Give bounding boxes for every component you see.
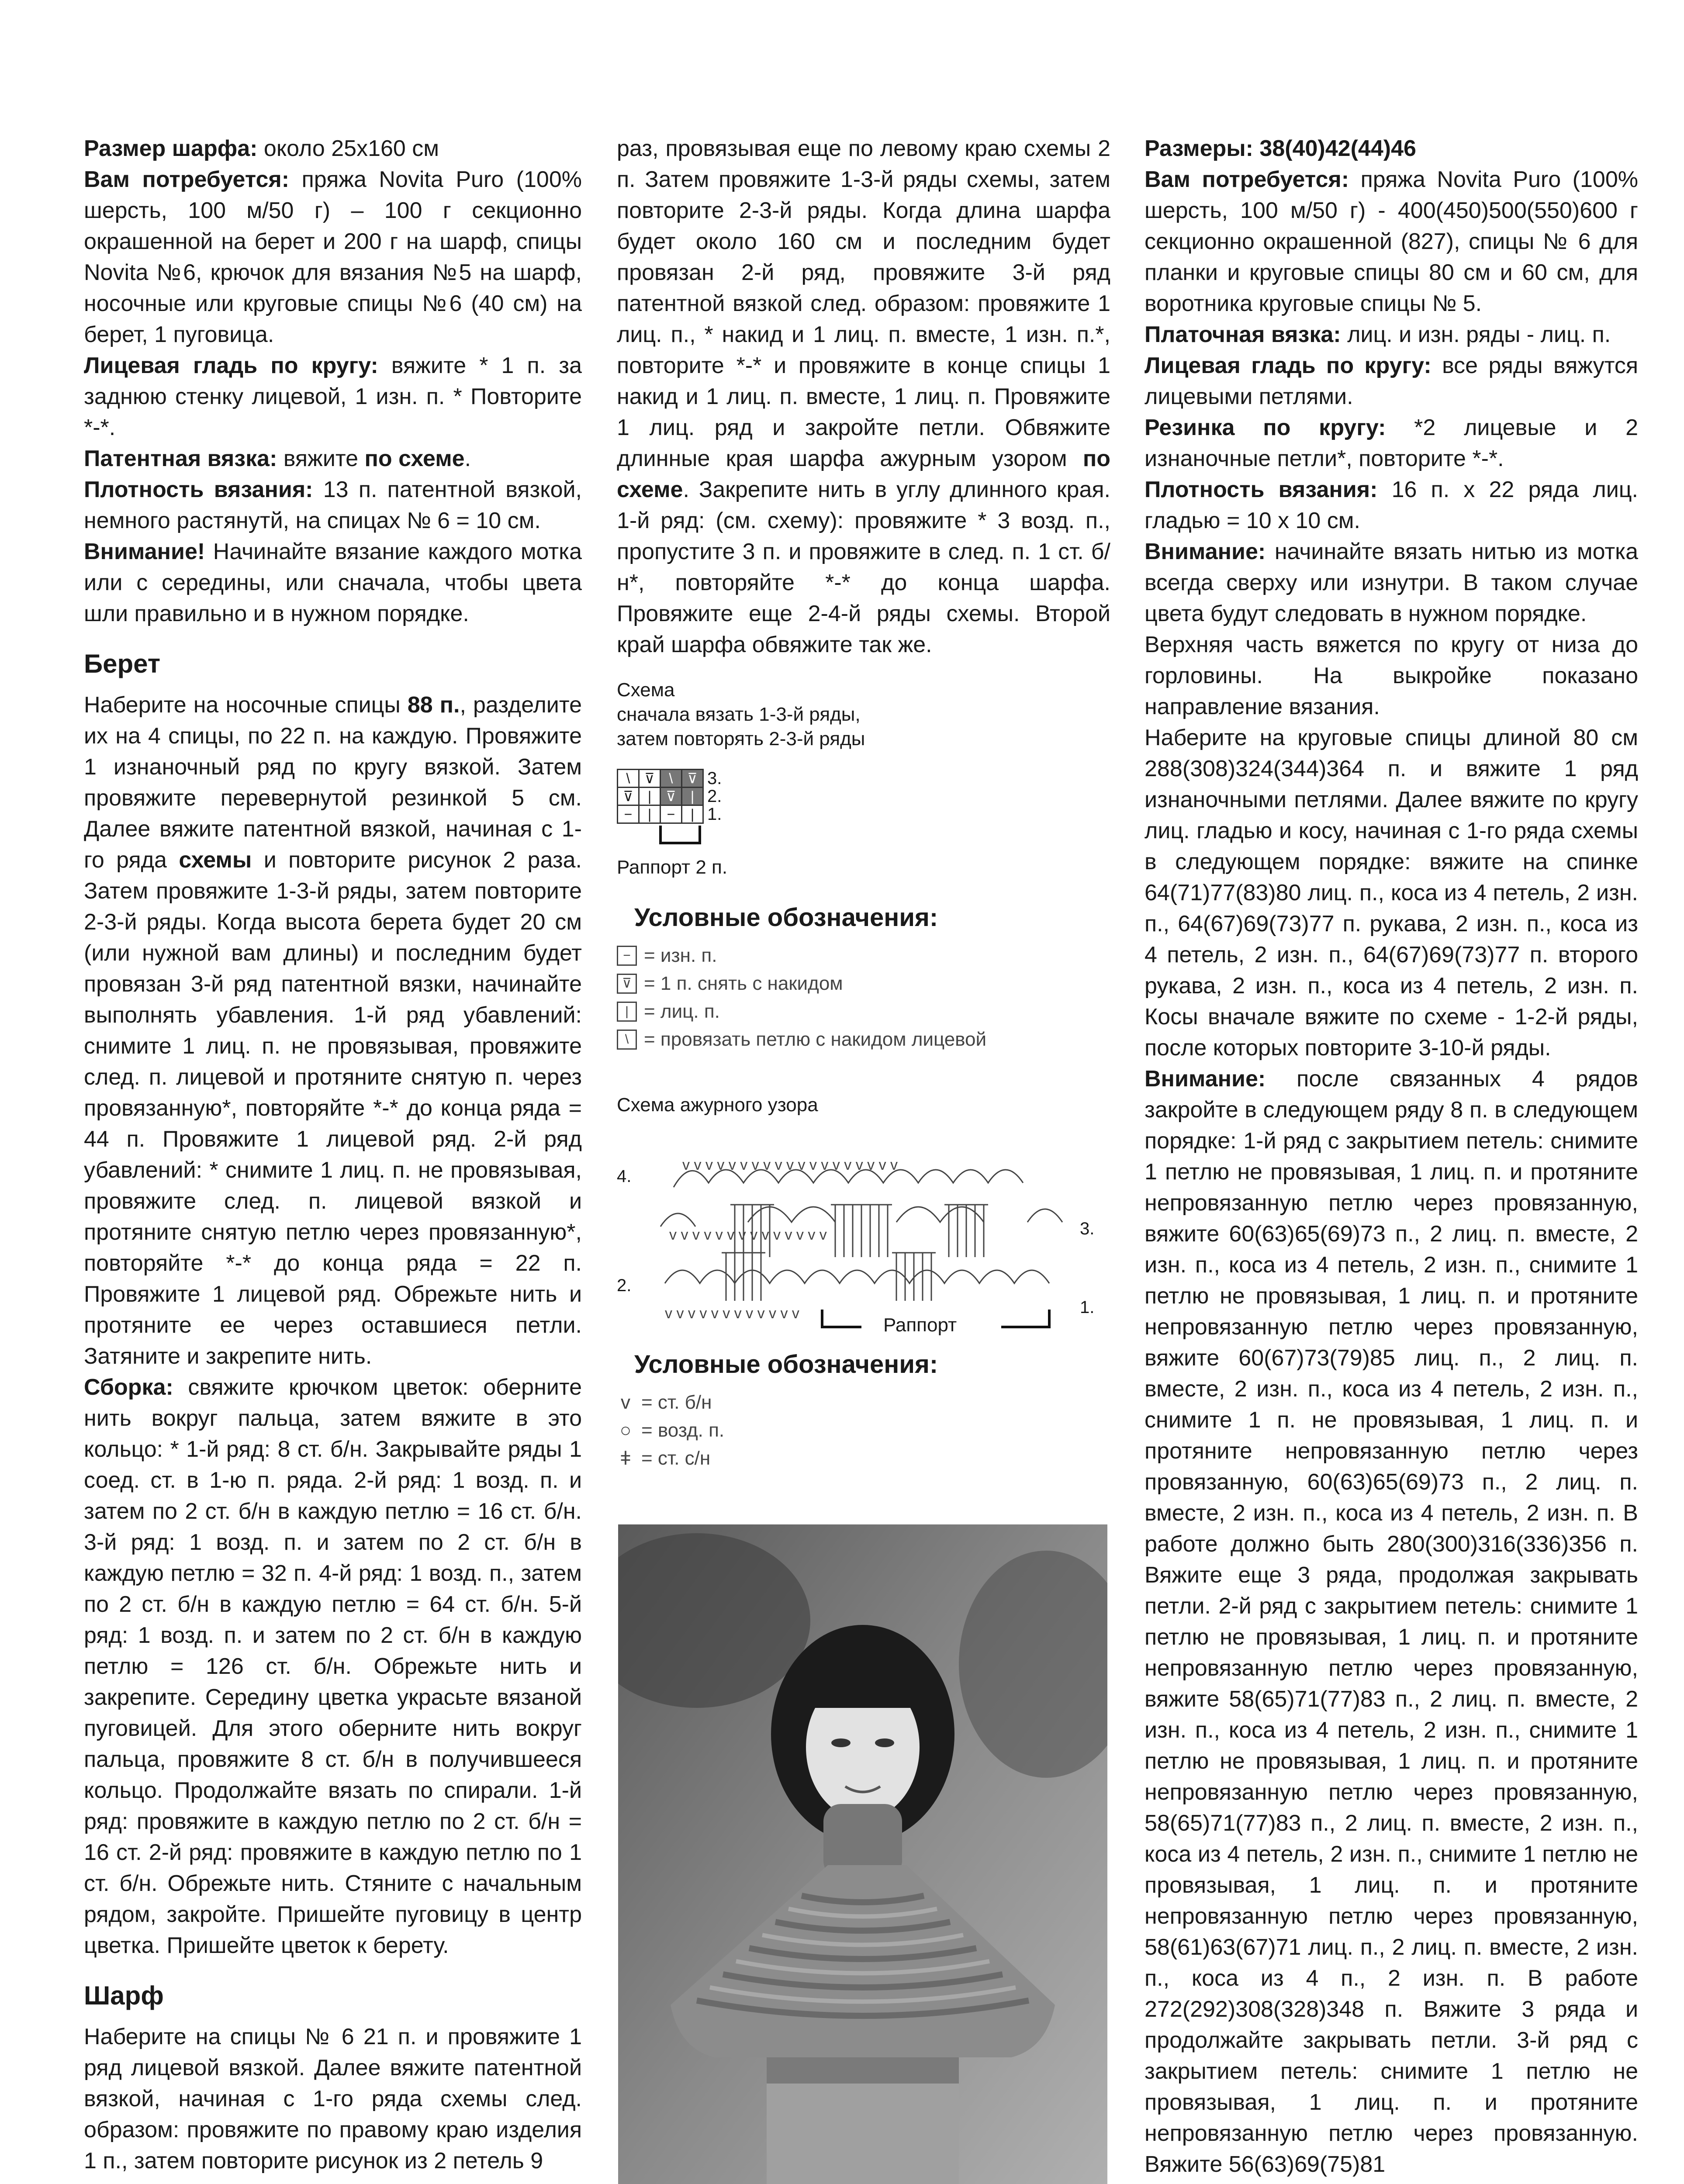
row-number: 3. [707,768,722,788]
single-crochet-icon: v [621,1392,630,1413]
legend-text: = 1 п. снять с накидом [644,973,843,994]
patent-stitch [84,443,582,474]
chain-stitch-icon: ○ [619,1420,632,1441]
legend-item [617,998,1110,1026]
chart-cell: \ [618,770,639,788]
text: лиц. и изн. ряды - лиц. п. [1341,322,1611,347]
chart-cell: | [682,788,703,805]
top-part: Верхняя часть вяжется по кругу от низа до горловины. На выкройке показано направление вязания. [1145,632,1638,719]
materials [84,164,582,350]
bold-text: по схеме [617,446,1110,502]
label: Размеры: 38(40)42(44)46 [1145,136,1416,161]
legend-text: = лиц. п. [644,1001,720,1022]
text: пряжа Novita Puro (100% шерсть, 100 м/50 г) – 100 г секционно окрашенной на берет и 200 г на шарф, спицы Novita №6, крючок для вязания №5 на шарф, носочные или круговые спицы №6 (40 см) на берет, 1 пуговица. [84,167,582,347]
text: Наберите на носочные спицы [84,692,408,718]
gauge [84,474,582,536]
knit-symbol-icon: | [617,1002,637,1022]
label: Платочная вязка: [1145,322,1341,347]
materials [1145,164,1638,319]
scarf-continued [617,133,1110,660]
column-middle [617,133,1110,1472]
text: раз, провязывая еще по левому краю схемы 2 п. Затем провяжите 1-3-й ряды схемы, затем повторите 2-3-й ряды. Когда длина шарфа будет около 160 см и последним будет провязан 2-й ряд, провяжите 3-й ряд патентной вязкой след. образом: провяжите 1 лиц. п., * накид и 1 лиц. п. вместе, 1 изн. п.*, повторите *-* и провяжите в конце спицы 1 накид и 1 лиц. п. вместе, 1 лиц. п. Провяжите 1 лиц. ряд и закройте петли. Обвяжите длинные края шарфа ажурным узором [617,136,1110,471]
lace-row-number: 3. [1080,1219,1095,1238]
heading-scarf: Шарф [84,1981,164,2010]
stockinette-round [1145,350,1638,412]
svg-text:v v v v v v v v: v v v v v v v v v v v v [665,1305,799,1322]
slip-yarn-over-icon: ⊽ [617,974,637,994]
label: Внимание: [1145,1066,1266,1092]
legend-item [617,1026,1110,1054]
label: Внимание! [84,539,205,564]
label: Внимание: [1145,539,1266,564]
text: все ряды вяжутся лицевыми петлями. [1145,353,1638,409]
scarf-size [84,133,582,164]
svg-text:v v v v v v v v v v v v v v v: v v v v v v v v v v v v v v v v v v v [682,1157,898,1173]
label: Размер шарфа: [84,136,258,161]
chart-cell: ⊽ [639,770,660,788]
label: Патентная вязка: [84,446,277,471]
legend-text: = ст. с/н [641,1448,711,1469]
attention [84,536,582,629]
attention-decreases [1145,1064,1638,2180]
legend-text: = изн. п. [644,945,717,966]
chart-cell: \ [660,770,682,788]
stitch-chart [617,769,1110,824]
label: Плотность вязания: [1145,477,1378,502]
beret-instructions [84,690,582,1372]
rapport-bracket-icon [656,826,761,847]
bold-text: по схеме [364,446,465,471]
column-right [1145,133,1638,2180]
legend-item [617,1389,1110,1417]
sizes [1145,133,1638,164]
svg-text:v v v v v v v v v v v v v v: v v v v v v v v v v v v v v [669,1227,827,1243]
legend-title: Условные обозначения: [634,903,938,932]
heading-beret: Берет [84,649,161,678]
legend-item [617,970,1110,998]
knit-with-yarn-over-icon: \ [617,1030,637,1050]
chart-cell: ⊽ [618,788,639,805]
lace-row-number: 4. [617,1167,632,1186]
gauge [1145,474,1638,536]
chart-cell: − [660,805,682,823]
chart-cell: − [618,805,639,823]
label: Лицевая гладь по кругу: [1145,353,1432,378]
assembly [84,1372,582,1961]
text: *2 лицевые и 2 изнаночные петли*, повторите *-*. [1145,415,1638,471]
legend-item [617,1417,1110,1444]
text: . Закрепите нить в углу длинного края. 1-й ряд: (см. схему): провяжите * 3 возд. п., пропустите 3 п. и провяжите в след. п. 1 ст. б/н*, повторяйте *-* до конца шарфа. Провяжите еще 2-4-й ряды схемы. Второй край шарфа обвяжите так же. [617,477,1110,657]
legend-item [617,1444,1110,1472]
text: , разделите их на 4 спицы, по 22 п. на каждую. Провяжите 1 изнаночный ряд по кругу вязкой. Затем провяжите перевернутой резинкой 5 см. Далее вяжите патентной вязкой, начиная с 1-го ряда [84,692,582,873]
text: пряжа Novita Puro (100% шерсть, 100 м/50 г) - 400(450)500(550)600 г секционно окрашенной (827), спицы № 6 для планки и круговые спицы 80 см и 60 см, для воротника круговые спицы № 5. [1145,167,1638,316]
text: вяжите [277,446,365,471]
label: Сборка: [84,1375,173,1400]
row-number: 2. [707,786,722,806]
chart-cell: ⊽ [660,788,682,805]
chart-cell: ⊽ [682,770,703,788]
scheme-note-2: затем повторять 2-3-й ряды [617,728,865,750]
text: вяжите * 1 п. за заднюю стенку лицевой, 1 изн. п. * Повторите *-*. [84,353,582,440]
lace-chart-drawing-icon [617,1126,1110,1331]
legend-item [617,942,1110,970]
scarf-instructions: Наберите на спицы № 6 21 п. и провяжите 1 ряд лицевой вязкой. Далее вяжите патентной вязкой, начиная с 1-го ряда схемы след. образом: провяжите по правому краю изделия 1 п., затем повторите рисунок из 2 петель 9 [84,2024,582,2174]
label: Резинка по кругу: [1145,415,1386,440]
text: 16 п. х 22 ряда лиц. гладью = 10 х 10 см. [1145,477,1639,533]
text: около 25х160 см [257,136,439,161]
scheme-note-1: сначала вязать 1-3-й ряды, [617,704,861,725]
label: Вам потребуется: [84,167,290,192]
scheme-caption [617,678,1110,751]
chart-cell: | [682,805,703,823]
row-number: 1. [707,804,722,824]
text: и повторите рисунок 2 раза. Затем провяжите 1-3-й ряды, затем повторите 2-3-й ряды. Когда высота берета будет 20 см (или нужной вам длины) и последним будет провязан 3-й ряд патентной вязки, начинайте выполнять убавления. 1-й ряд убавлений: снимите 1 лиц. п. не провязывая, провяжите след. п. лицевой и протяните снятую п. через провязанную*, повторяйте *-* до конца ряда = 44 п. Провяжите 1 лицевой ряд. 2-й ряд убавлений: * снимите 1 лиц. п. не провязывая, провяжите след. п. лицевой вязкой и протяните снятую петлю через провязанную*, повторяйте *-* до конца ряда = 22 п. Провяжите 1 лицевой ряд. Обрежьте нить и протяните ее через оставшиеся петли. Затяните и закрепите нить. [84,847,582,1369]
garter-stitch [1145,319,1638,350]
bold-text: схемы [179,847,252,873]
legend-text: = провязать петлю с накидом лицевой [644,1029,987,1050]
legend-text: = возд. п. [641,1420,725,1441]
rapport-label: Раппорт 2 п. [617,857,728,878]
chart-cell: | [639,805,660,823]
legend-title: Условные обозначения: [634,1350,938,1379]
woman-in-poncho-image [618,1524,1107,2184]
model-photo [618,1524,1107,2184]
lace-row-number: 1. [1080,1298,1095,1317]
text: начинайте вязать нитью из мотка всегда сверху или изнутри. В таком случае цвета будут следовать в нужном порядке. [1145,539,1638,626]
column-left [84,133,582,2177]
lace-row-number: 2. [617,1276,632,1295]
text: . [464,446,471,471]
scheme-title: Схема [617,679,675,701]
legend-text: = ст. б/н [641,1392,712,1413]
bold-text: 88 п. [407,692,460,718]
stockinette-round [84,350,582,443]
label: Вам потребуется: [1145,167,1349,192]
text: 13 п. патентной вязкой, немного растянутй, на спицах № 6 = 10 см. [84,477,582,533]
chart-grid [617,769,704,824]
purl-symbol-icon: − [617,946,637,966]
text: Начинайте вязание каждого мотка или с середины, или сначала, чтобы цвета шли правильно и в нужном порядке. [84,539,582,626]
ribbing-round [1145,412,1638,474]
cast-on: Наберите на круговые спицы длиной 80 см 288(308)324(344)364 п. и вяжите 1 ряд изнаночными петлями. Далее вяжите по кругу лиц. гладью и косу, начиная с 1-го ряда схемы в следующем порядке: вяжите на спинке 64(71)77(83)80 лиц. п., коса из 4 петель, 2 изн. п., 64(67)69(73)77 п. рукава, 2 изн. п., коса из 4 петель, 2 изн. п., 64(67)69(73)77 п. второго рукава, 2 изн. п., коса из 4 петель, 2 изн. п. Косы вначале вяжите по схеме - 1-2-й ряды, после которых повторите 3-10-й ряды. [1145,725,1638,1061]
chart-cell: | [639,788,660,805]
text: после связанных 4 рядов закройте в следующем ряду 8 п. в следующем порядке: 1-й ряд с закрытием петель: снимите 1 петлю не провязывая, 1 лиц. п. и протяните непровязанную петлю через провязанную, вяжите 60(63)65(69)73 п., 2 лиц. п. вместе, 2 изн. п., коса из 4 петель, 2 изн. п., снимите 1 петлю не провязывая, 1 лиц. п. и протяните непровязанную петлю через провязанную, вяжите 60(67)73(79)85 лиц. п., 2 лиц. п. вместе, 2 изн. п., коса из 4 петель, 2 изн. п., снимите 1 п. не провязывая, 1 лиц. п. и протяните непровязанную петлю через провязанную, 60(63)65(69)73 п., 2 лиц. п. вместе, 2 изн. п., коса из 4 петель, 2 изн. п. В работе должно быть 280(300)316(336)356 п. Вяжите еще 3 ряда, продолжая закрывать петли. 2-й ряд с закрытием петель: снимите 1 петлю не провязывая, 1 лиц. п. и протяните непровязанную петлю через провязанную, вяжите 58(65)71(77)83 п., 2 лиц. п. вместе, 2 изн. п., коса из 4 петель, 2 изн. п., снимите 1 петлю не провязывая, 1 лиц. п. и протяните непровязанную петлю через провязанную, 58(65)71(77)83 п., 2 лиц. п. вместе, 2 изн. п., коса из 4 петель, 2 изн. п., снимите 1 петлю не провязывая, 1 лиц. п. и протяните непровязанную петлю через провязанную, 58(61)63(67)71 лиц. п., 2 лиц. п. вместе, 2 изн. п., коса из 4 п., 2 изн. п. В работе 272(292)308(328)348 п. Вяжите 3 ряда и продолжайте закрывать петли. 3-й ряд с закрытием петель: снимите 1 петлю не провязывая, 1 лиц. п. и протяните непровязанную петлю через провязанную. Вяжите 56(63)69(75)81 [1145,1066,1638,2177]
text: свяжите крючком цветок: оберните нить вокруг пальца, затем вяжите в это кольцо: * 1-й ряд: 8 ст. б/н. Закрывайте ряды 1 соед. ст. в 1-ю п. ряда. 2-й ряд: 1 возд. п. и затем по 2 ст. б/н в каждую петлю = 16 ст. б/н. 3-й ряд: 1 возд. п. и затем по 2 ст. б/н в каждую петлю = 32 п. 4-й ряд: 1 возд. п., затем по 2 ст. б/н в каждую петлю = 64 ст. б/н. 5-й ряд: 1 возд. п. и затем по 2 ст. б/н в каждую петлю = 126 ст. б/н. Обрежьте нить и закрепите. Середину цветка украсьте вязаной пуговицей. Для этого оберните нить вокруг пальца, провяжите 8 ст. б/н в получившееся кольцо. Продолжайте вязать по спирали. 1-й ряд: провяжите в каждую петлю по 2 ст. б/н = 16 ст. 2-й ряд: провяжите в каждую петлю по 1 ст. б/н. Обрежьте нить. Стяните с начальным рядом, закройте. Пришейте пуговицу в центр цветка. Пришейте цветок к берету. [84,1375,582,1958]
double-crochet-icon: ǂ [620,1448,631,1469]
lace-scheme-title: Схема ажурного узора [617,1094,818,1116]
lace-chart [617,1126,1110,1336]
attention [1145,536,1638,629]
row-numbers [707,770,722,823]
label: Плотность вязания: [84,477,313,502]
lace-rapport-label: Раппорт [883,1314,957,1336]
label: Лицевая гладь по кругу: [84,353,378,378]
